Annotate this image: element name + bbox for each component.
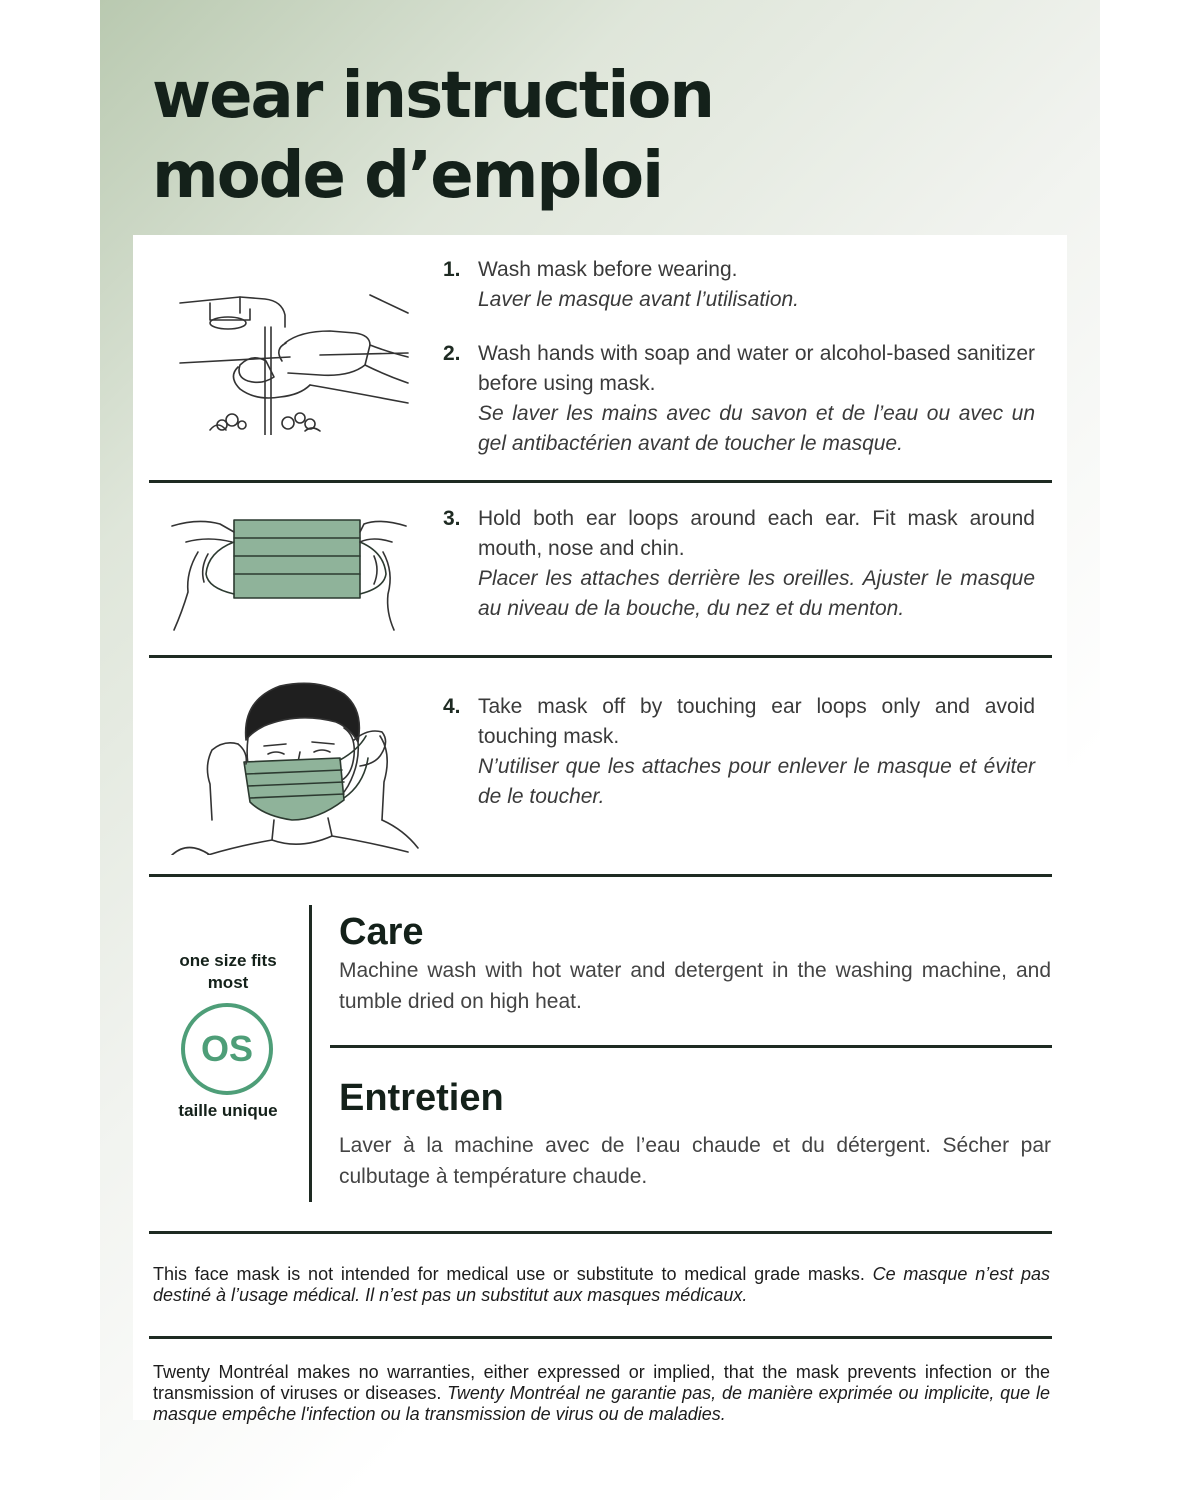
divider xyxy=(149,655,1052,658)
one-size-badge: OS xyxy=(181,1003,273,1095)
step-text-english: Take mask off by touching ear loops only and avoid touching mask. xyxy=(478,695,1035,748)
person-removing-mask-icon xyxy=(168,680,426,855)
hand-washing-icon xyxy=(170,285,415,435)
warranty-french: Twenty Montréal ne garantie pas, de manière exprimée ou implicite, que le masque empêche l'infection ou la transmission de virus ou de maladies. xyxy=(153,1383,1050,1424)
step-1 xyxy=(443,255,1035,315)
step-number: 3. xyxy=(443,507,461,530)
divider xyxy=(149,480,1052,483)
step-text-french: Laver le masque avant l’utilisation. xyxy=(478,288,800,311)
size-label-english: one size fits most xyxy=(179,951,277,992)
entretien-text: Laver à la machine avec de l’eau chaude et du détergent. Sécher par culbutage à température chaude. xyxy=(339,1134,1051,1188)
hands-holding-mask-icon xyxy=(168,512,410,634)
divider xyxy=(149,1231,1052,1234)
divider xyxy=(149,1336,1052,1339)
disclaimer-english: This face mask is not intended for medical use or substitute to medical grade masks. xyxy=(153,1264,865,1284)
step-number: 2. xyxy=(443,342,461,365)
step-number: 1. xyxy=(443,258,461,281)
step-text-french: N’utiliser que les attaches pour enlever le masque et éviter de le toucher. xyxy=(478,755,1035,808)
medical-disclaimer xyxy=(153,1264,1050,1306)
warranty-notice xyxy=(153,1362,1050,1425)
warranty-english: Twenty Montréal makes no warranties, either expressed or implied, that the mask prevents infection or the transmission of viruses or diseases. xyxy=(153,1362,1050,1403)
size-label-french: taille unique xyxy=(178,1101,278,1120)
step-text-english: Hold both ear loops around each ear. Fit mask around mouth, nose and chin. xyxy=(478,507,1035,560)
entretien-heading: Entretien xyxy=(339,1077,504,1119)
step-text-english: Wash mask before wearing. xyxy=(478,258,738,281)
vertical-divider xyxy=(309,905,312,1202)
page-title xyxy=(152,56,713,216)
divider xyxy=(330,1045,1052,1048)
step-text-french: Se laver les mains avec du savon et de l’eau ou avec un gel antibactérien avant de toucher le masque. xyxy=(478,402,1035,455)
care-heading: Care xyxy=(339,911,424,953)
disclaimer-french: Ce masque n’est pas destiné à l’usage médical. Il n’est pas un substitut aux masques médicaux. xyxy=(153,1264,1050,1305)
title-french: mode d’emploi xyxy=(152,139,663,213)
step-2 xyxy=(443,339,1035,459)
step-4 xyxy=(443,692,1035,812)
title-english: wear instruction xyxy=(152,59,713,133)
step-number: 4. xyxy=(443,695,461,718)
step-text-english: Wash hands with soap and water or alcohol-based sanitizer before using mask. xyxy=(478,342,1035,395)
step-text-french: Placer les attaches derrière les oreilles. Ajuster le masque au niveau de la bouche, du nez et du menton. xyxy=(478,567,1035,620)
care-text: Machine wash with hot water and detergent in the washing machine, and tumble dried on high heat. xyxy=(339,959,1051,1013)
divider xyxy=(149,874,1052,877)
step-3 xyxy=(443,504,1035,624)
